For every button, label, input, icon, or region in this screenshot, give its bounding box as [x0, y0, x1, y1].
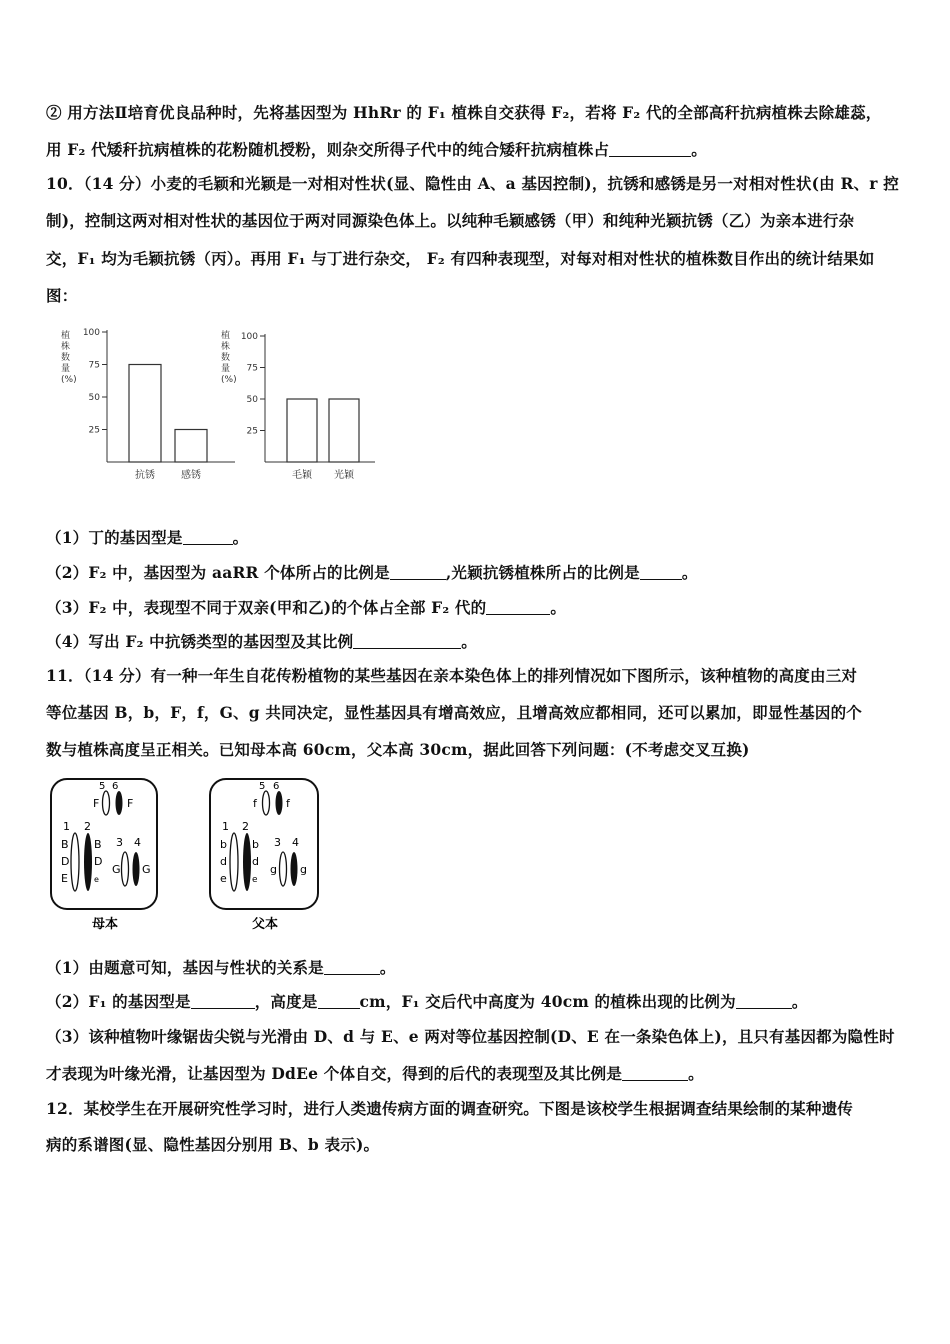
gene-label: D — [94, 855, 103, 868]
chrom-num: 2 — [242, 820, 249, 833]
bar — [287, 399, 317, 462]
chromosome — [291, 852, 298, 886]
father-cell — [210, 779, 318, 932]
q10-line-1: 10．（14 分）小麦的毛颖和光颖是一对相对性状(显、隐性由 A、a 基因控制)，抗锈和感锈是另一对相对性状(由 R、r 控 — [46, 174, 899, 193]
chrom-num: 2 — [84, 820, 91, 833]
gene-label: G — [112, 863, 121, 876]
chromosome — [243, 833, 251, 891]
y-tick-label: 50 — [246, 395, 258, 405]
answer-blank[interactable] — [324, 960, 380, 975]
q10-line-4: 图： — [46, 286, 78, 305]
chrom-num: 3 — [116, 836, 123, 849]
mother-caption: 母本 — [92, 917, 119, 932]
q11-line-2: 等位基因 B，b，F，f，G、g 共同决定，显性基因具有增高效应，且增高效应都相同，还可以累加，即显性基因的个 — [46, 703, 862, 722]
q10-sub-4: （4）写出 F₂ 中抗锈类型的基因型及其比例 。 — [46, 632, 477, 651]
mother-cell — [51, 779, 157, 932]
y-tick-label: 100 — [240, 332, 258, 342]
gene-label: d — [220, 855, 227, 868]
q10-line-3: 交，F₁ 均为毛颖抗锈（丙）。再用 F₁ 与丁进行杂交， F₂ 有四种表现型，对每对相对性状的植株数目作出的统计结果如 — [46, 249, 875, 268]
chromosome — [103, 791, 110, 815]
gene-label: D — [61, 855, 70, 868]
q11-sub-2: （2）F₁ 的基因型是 ，高度是 cm，F₁ 交后代中高度为 40cm 的植株出现的比例为 。 — [46, 992, 808, 1011]
q11-sub-3: （3）该种植物叶缘锯齿尖锐与光滑由 D、d 与 E、e 两对等位基因控制(D、E 在一条染色体上)，且只有基因都为隐性时 — [46, 1027, 895, 1046]
answer-blank[interactable] — [390, 565, 446, 580]
chromosome — [276, 791, 283, 815]
answer-blank[interactable] — [622, 1066, 688, 1081]
chrom-num: 5 — [259, 781, 266, 792]
y-tick-label: 25 — [246, 426, 258, 437]
chromosome-figure — [48, 776, 328, 936]
y-label-char: 数 — [221, 353, 231, 363]
answer-blank[interactable] — [736, 994, 792, 1009]
chrom-num: 6 — [273, 781, 280, 792]
q9-line-1: ② 用方法Ⅱ培育优良品种时，先将基因型为 HhRr 的 F₁ 植株自交获得 F₂，若将 F₂ 代的全部高秆抗病植株去除雄蕊， — [46, 103, 882, 122]
chrom-num: 1 — [222, 820, 229, 833]
y-tick-label: 100 — [82, 328, 100, 338]
q11-line-3: 数与植株高度呈正相关。已知母本高 60cm，父本高 30cm，据此回答下列问题：(不考虑交叉互换) — [46, 740, 750, 759]
gene-label: B — [61, 838, 69, 851]
y-label-char: 数 — [61, 353, 71, 363]
y-tick-label: 50 — [88, 393, 100, 403]
x-tick-label: 感锈 — [181, 470, 201, 481]
chromosome — [263, 791, 270, 815]
q10-sub-3: （3）F₂ 中，表现型不同于双亲(甲和乙)的个体占全部 F₂ 代的 。 — [46, 598, 567, 617]
q10-bar-charts — [55, 322, 385, 492]
q11-line-1: 11．（14 分）有一种一年生自花传粉植物的某些基因在亲本染色体上的排列情况如下图所示，该种植物的高度由三对 — [46, 666, 858, 685]
gene-label: F — [127, 797, 134, 810]
chrom-num: 1 — [63, 820, 70, 833]
father-caption: 父本 — [252, 917, 279, 932]
y-label-char: 量 — [61, 364, 71, 374]
y-label-char: 株 — [61, 342, 71, 352]
answer-blank[interactable] — [183, 530, 233, 545]
q11-sub-1: （1）由题意可知，基因与性状的关系是 。 — [46, 958, 396, 977]
y-tick-label: 75 — [88, 360, 100, 371]
answer-blank[interactable] — [318, 994, 360, 1009]
answer-blank[interactable] — [486, 600, 550, 615]
gene-label: B — [94, 838, 102, 851]
y-label-char: 株 — [221, 342, 231, 352]
chromosome — [280, 852, 287, 886]
gene-label: e — [94, 875, 99, 884]
chrom-num: 3 — [274, 836, 281, 849]
chart-glume-hair — [221, 329, 375, 481]
y-tick-label: 25 — [88, 425, 100, 436]
answer-blank[interactable] — [640, 565, 682, 580]
bar — [129, 365, 161, 463]
q10-sub-2: （2）F₂ 中，基因型为 aaRR 个体所占的比例是 ,光颖抗锈植株所占的比例是 。 — [46, 563, 698, 582]
q9-line-2: 用 F₂ 代矮秆抗病植株的花粉随机授粉，则杂交所得子代中的纯合矮秆抗病植株占 。 — [46, 140, 707, 159]
y-label-char: 植 — [221, 331, 231, 341]
gene-label: f — [286, 797, 290, 810]
chromosome — [230, 833, 238, 891]
y-label-char: 量 — [221, 364, 231, 374]
chromosome — [84, 833, 92, 891]
y-label-char: (%) — [221, 375, 237, 385]
q12-line-2: 病的系谱图(显、隐性基因分别用 B、b 表示)。 — [46, 1135, 380, 1154]
bar — [175, 430, 207, 463]
gene-label: g — [300, 863, 307, 876]
x-tick-label: 抗锈 — [135, 470, 155, 481]
chromosome — [71, 833, 79, 891]
bar — [329, 399, 359, 462]
q10-line-2: 制)，控制这两对相对性状的基因位于两对同源染色体上。以纯种毛颖感锈（甲）和纯种光颖抗锈（乙）为亲本进行杂 — [46, 211, 855, 230]
answer-blank[interactable] — [353, 634, 461, 649]
gene-label: f — [253, 797, 257, 810]
x-tick-label: 毛颖 — [292, 470, 312, 481]
gene-label: b — [252, 838, 259, 851]
gene-label: e — [252, 875, 258, 885]
y-tick-label: 75 — [246, 363, 258, 374]
answer-blank[interactable] — [191, 994, 255, 1009]
y-label-char: 植 — [61, 331, 71, 341]
q10-sub-1: （1）丁的基因型是 。 — [46, 528, 249, 547]
gene-label: e — [220, 872, 227, 885]
chrom-num: 4 — [292, 836, 299, 849]
chrom-num: 4 — [134, 836, 141, 849]
gene-label: d — [252, 855, 259, 868]
gene-label: G — [142, 863, 151, 876]
chrom-num: 5 — [99, 781, 106, 792]
chromosome — [122, 852, 129, 886]
chromosome — [116, 791, 123, 815]
y-label-char: (%) — [61, 375, 77, 385]
chrom-num: 6 — [112, 781, 119, 792]
gene-label: E — [61, 872, 68, 885]
chart-rust-resistance — [61, 328, 235, 481]
gene-label: F — [93, 797, 100, 810]
chromosome — [133, 852, 140, 886]
gene-label: g — [270, 863, 277, 876]
q11-sub-3-cont: 才表现为叶缘光滑，让基因型为 DdEe 个体自交，得到的后代的表现型及其比例是 。 — [46, 1064, 704, 1083]
answer-blank[interactable] — [609, 142, 691, 157]
q12-line-1: 12．某校学生在开展研究性学习时，进行人类遗传病方面的调查研究。下图是该校学生根据调查结果绘制的某种遗传 — [46, 1099, 853, 1118]
x-tick-label: 光颖 — [334, 470, 354, 481]
gene-label: b — [220, 838, 227, 851]
